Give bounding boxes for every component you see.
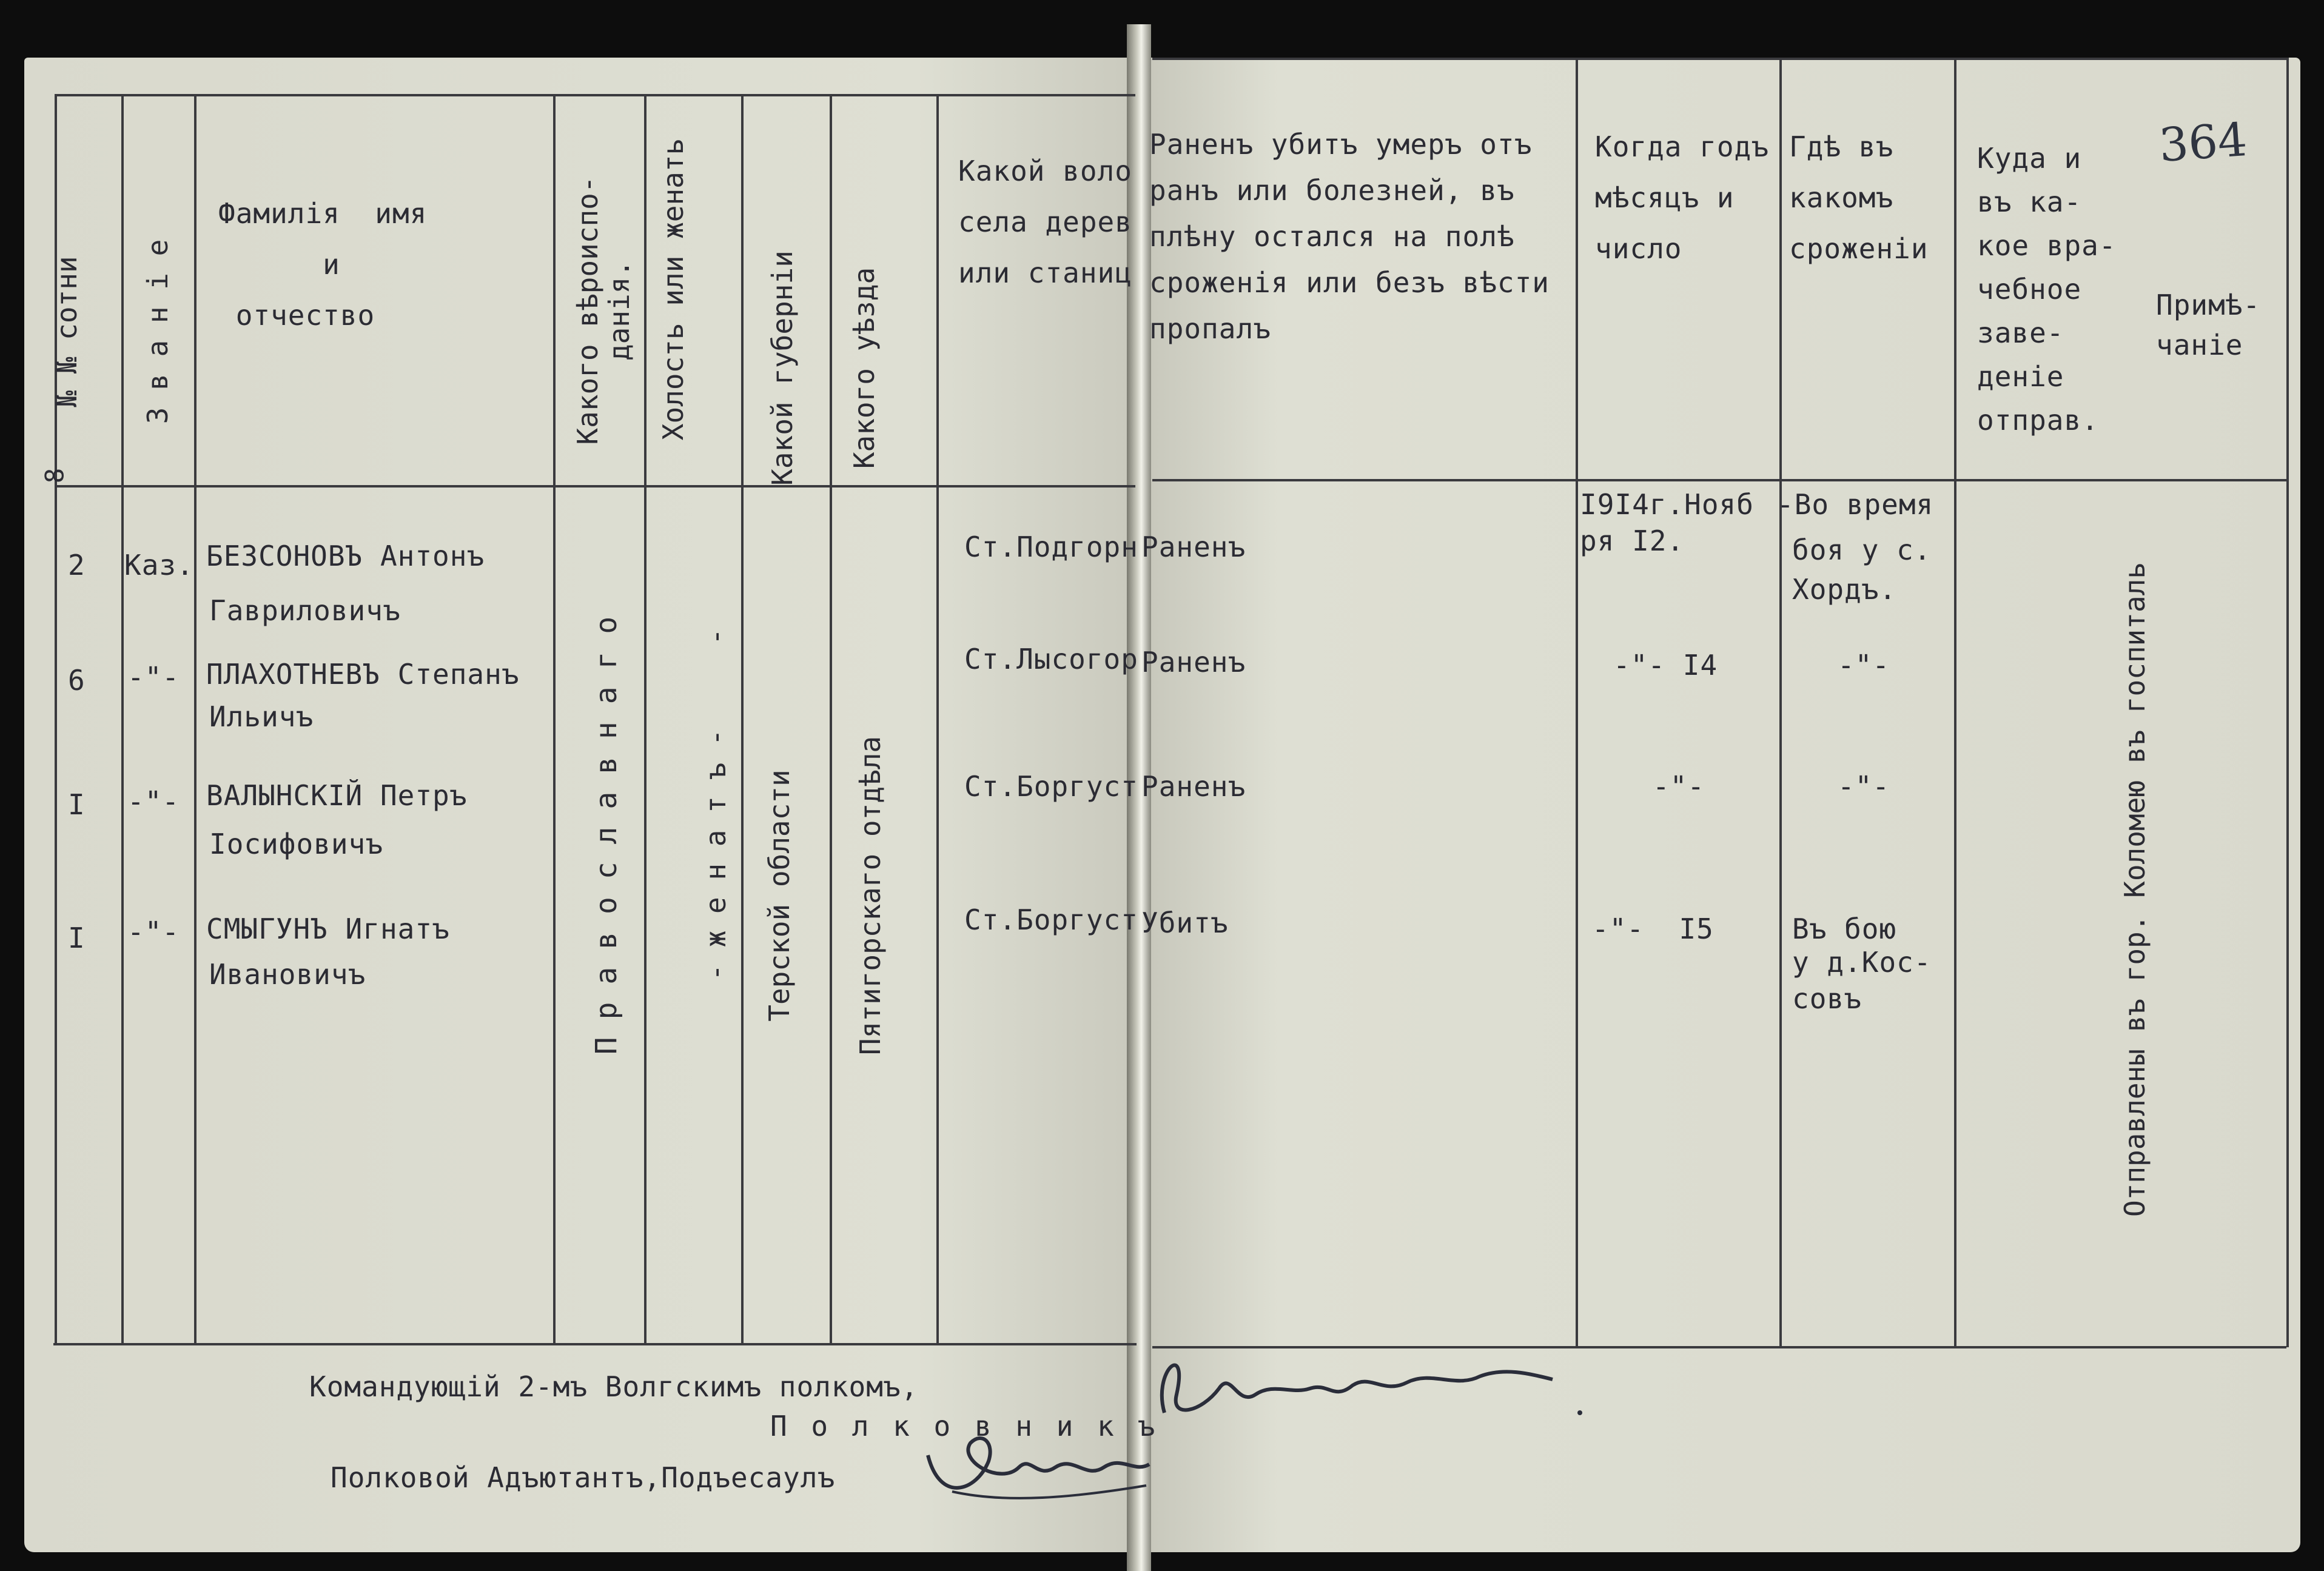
table-row-gde: -"- (1838, 649, 1890, 682)
col-divider (1779, 58, 1782, 1347)
header-zvanie: З в а н і е (141, 239, 174, 424)
footer-adjutant: Полковой Адъютантъ,Подъесаулъ (331, 1461, 836, 1494)
table-row-fio2: Ильичъ (209, 700, 314, 733)
table-row-gde: -"- (1838, 770, 1890, 803)
table-row-gde: Въ бою (1792, 913, 1897, 945)
table-row-fio2: Іосифовичъ (209, 828, 383, 860)
footer-rank: П о л к о в н и к ъ (770, 1410, 1159, 1442)
header-prim: Примѣ- чаніе (2156, 289, 2261, 361)
table-row-fio: ВАЛЫНСКІЙ Петръ (206, 779, 468, 812)
header-sostoyanie: Раненъ убитъ умеръ отъ ранъ или болезней, въ плѣну остался на полѣ сроженія или безъ вѣсти пропалъ (1149, 128, 1550, 345)
header-volost: Какой воло села дерев или станиц (958, 155, 1132, 289)
table-right-border (2286, 58, 2289, 1347)
header-holost: Холость или женать (657, 138, 690, 441)
col-divider (194, 94, 196, 1344)
table-row-fio2: Ивановичъ (209, 958, 366, 991)
header-kuda: Куда и въ ка- кое вра- чебное заве- деніе отправ. (1977, 142, 2117, 437)
merged-gubernia: Терской области (763, 769, 796, 1022)
adjutant-signature (916, 1419, 1158, 1516)
header-sotnya: № № сотни (50, 256, 83, 407)
header-uezd: Какого уѣзда (848, 267, 881, 469)
table-row-zvanie: -"- (127, 785, 180, 818)
table-row-fio: ПЛАХОТНЕВЪ Степанъ (206, 658, 520, 691)
table-row-kogda: -"- I5 (1592, 913, 1714, 945)
table-row-zvanie: Каз. (124, 549, 194, 581)
table-row-sost: Убитъ (1141, 906, 1229, 939)
table-row-sost: Раненъ (1141, 531, 1246, 563)
col-divider (553, 94, 556, 1344)
table-row-gde2: у д.Кос- (1792, 946, 1932, 979)
merged-holost: - ж е н а т ъ - - (699, 628, 732, 981)
header-col8: 8 (39, 467, 70, 484)
table-row-volost: Ст.Боргуст (964, 903, 1138, 936)
col-divider (644, 94, 646, 1344)
header-fio: Фамилія имя и отчество (218, 197, 428, 332)
header-vera: Какого вѣроиспо- данія. (571, 176, 636, 445)
table-row-kogda2: ря I2. (1580, 524, 1685, 557)
table-row-fio2: Гавриловичъ (209, 594, 401, 627)
table-row-kogda: I9I4г.Нояб (1580, 488, 1754, 521)
table-row-fio: БЕЗСОНОВЪ Антонъ (206, 540, 485, 572)
commander-signature (1152, 1322, 1589, 1443)
table-row-zvanie: -"- (127, 661, 180, 694)
header-gubernia: Какой губерніи (766, 250, 799, 486)
merged-vera: П р а в о с л а в н а г о (589, 616, 623, 1055)
header-bottom-rule (56, 485, 1135, 487)
table-row-sotnya: I (68, 922, 86, 954)
table-row-volost: Ст.Подгорн (964, 531, 1138, 563)
table-row-sotnya: 2 (68, 549, 86, 581)
merged-kuda: Отправлены въ гор. Коломею въ госпиталь (2118, 561, 2151, 1218)
table-row-fio: СМЫГУНЪ Игнатъ (206, 913, 450, 945)
table-row-sotnya: 6 (68, 664, 86, 697)
merged-uezd: Пятигорскаго отдѣла (854, 735, 887, 1056)
table-top-border-right (1152, 58, 2286, 60)
col-divider (1576, 58, 1578, 1347)
table-row-zvanie: -"- (127, 916, 180, 948)
table-row-sost: Раненъ (1141, 770, 1246, 803)
table-row-volost: Ст.Боргуст (964, 770, 1138, 803)
col-divider (936, 94, 939, 1344)
table-row-gde3: совъ (1792, 982, 1862, 1015)
footer-commander: Командующій 2-мъ Волгскимъ полкомъ, (309, 1370, 919, 1403)
table-row-gde: -Во время (1777, 488, 1934, 521)
page-number: 364 (2157, 112, 2249, 172)
table-row-sotnya: I (68, 788, 86, 821)
header-kogda: Когда годъ мѣсяцъ и число (1595, 130, 1769, 265)
table-row-sost: Раненъ (1141, 646, 1246, 678)
table-row-kogda: -"- I4 (1613, 649, 1718, 682)
col-divider (741, 94, 744, 1344)
table-top-border (56, 94, 1135, 96)
header-gde: Гдѣ въ какомъ сроженіи (1789, 130, 1929, 265)
table-row-gde2: боя у с. (1792, 534, 1932, 566)
table-bottom-border (53, 1343, 1137, 1345)
col-divider (121, 94, 124, 1344)
table-row-gde3: Хордъ. (1792, 573, 1897, 606)
table-row-kogda: -"- (1653, 770, 1705, 803)
col-divider (1954, 58, 1956, 1347)
table-row-volost: Ст.Лысогор (964, 643, 1138, 675)
col-divider (830, 94, 832, 1344)
